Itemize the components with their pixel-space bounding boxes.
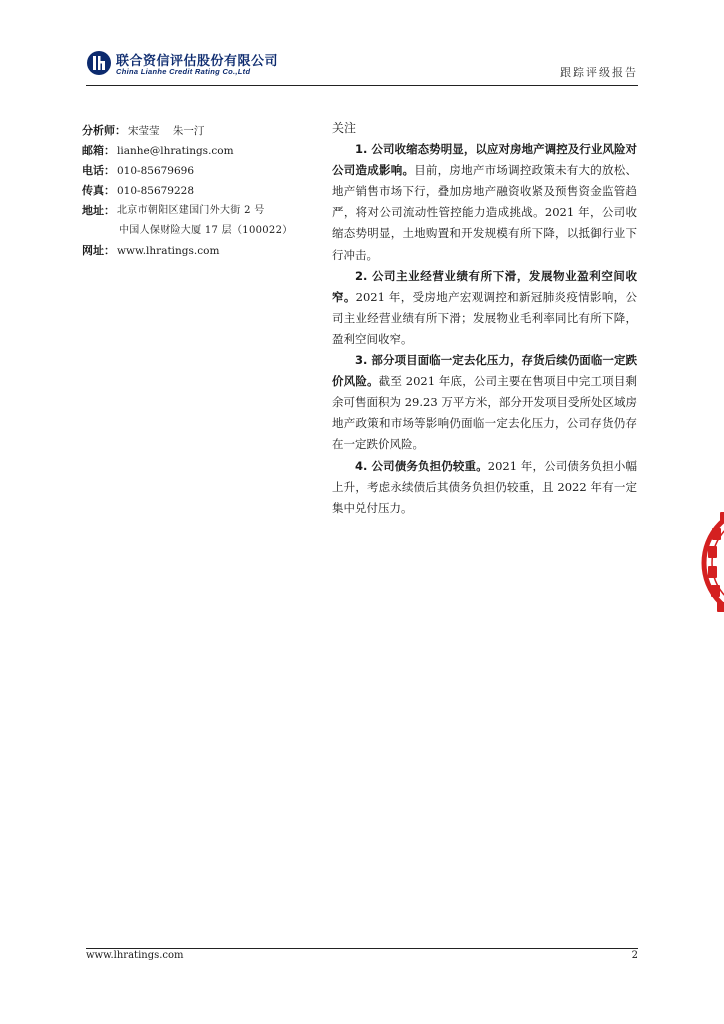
concern-heading: 1. 公司收缩态势明显，以应对房地产调控及行业风险对公司造成影响。: [332, 142, 637, 178]
contact-block: [82, 121, 312, 261]
website-value[interactable]: www.lhratings.com: [117, 245, 220, 257]
address-row: [82, 201, 312, 221]
concern-heading: 3. 部分项目面临一定去化压力，存货后续仍面临一定跌价风险。: [332, 353, 637, 389]
concern-item-4: [332, 456, 637, 519]
report-type: 跟踪评级报告: [560, 66, 638, 79]
company-name-cn: 联合资信评估股份有限公司: [116, 54, 279, 69]
address-label: 地址：: [82, 204, 115, 217]
fax-value: 010-85679228: [117, 185, 195, 197]
address-row-2: [82, 221, 312, 241]
concern-text: 2021 年，受房地产宏观调控和新冠肺炎疫情影响，公司主业经营业绩有所下滑；发展物业毛利率同比有所下降，盈利空间收窄。: [332, 289, 638, 346]
analyst-row: [82, 121, 312, 141]
header-divider: [86, 85, 638, 86]
concern-heading: 2. 公司主业经营业绩有所下滑，发展物业盈利空间收窄。: [332, 268, 637, 304]
email-row: [82, 141, 312, 161]
address-line2: 中国人保财险大厦 17 层（100022）: [119, 225, 293, 236]
lianhe-logo-icon: [86, 50, 112, 76]
page-header: [86, 48, 638, 84]
concern-item-2: [332, 266, 637, 350]
email-label: 邮箱：: [82, 144, 115, 157]
concern-item-1: [332, 139, 637, 266]
fax-label: 传真：: [82, 184, 115, 197]
address-line1: 北京市朝阳区建国门外大街 2 号: [117, 205, 265, 216]
website-row: [82, 241, 312, 261]
concern-text: 截至 2021 年底，公司主要在售项目中完工项目剩余可售面积为 29.23 万平方米，部分开发项目受所处区域房地产政策和市场等影响仍面临一定去化压力，公司存货仍存在一定跌价风险。: [332, 374, 637, 452]
analyst-value: 宋莹莹 朱一汀: [128, 125, 205, 137]
concern-text: 2021 年，公司债务负担小幅上升，考虑永续债后其债务负担仍较重，且 2022 年有一定集中兑付压力。: [332, 458, 638, 515]
phone-value: 010-85679696: [117, 165, 195, 177]
concern-item-3: [332, 350, 637, 455]
concern-text: 目前，房地产市场调控政策未有大的放松、地产销售市场下行，叠加房地产融资收紧及预售资金监管趋严，将对公司流动性管控能力造成挑战。2021 年，公司收缩态势明显，土地购置和开发规模有所下降，以抵御行业下行冲击。: [332, 163, 638, 262]
page-number: 2: [631, 950, 638, 961]
concerns-section: [332, 118, 637, 519]
company-name-en: China Lianhe Credit Rating Co.,Ltd: [116, 67, 251, 76]
footer-divider: [86, 948, 638, 949]
concern-heading: 4. 公司债务负担仍较重。: [355, 458, 488, 473]
phone-row: [82, 161, 312, 181]
section-title: 关注: [332, 121, 357, 135]
analyst-label: 分析师：: [82, 124, 126, 137]
company-seal-icon: [700, 488, 724, 638]
fax-row: [82, 181, 312, 201]
phone-label: 电话：: [82, 164, 115, 177]
email-value[interactable]: lianhe@lhratings.com: [117, 145, 234, 157]
website-label: 网址：: [82, 244, 115, 257]
footer-website[interactable]: www.lhratings.com: [86, 950, 184, 961]
